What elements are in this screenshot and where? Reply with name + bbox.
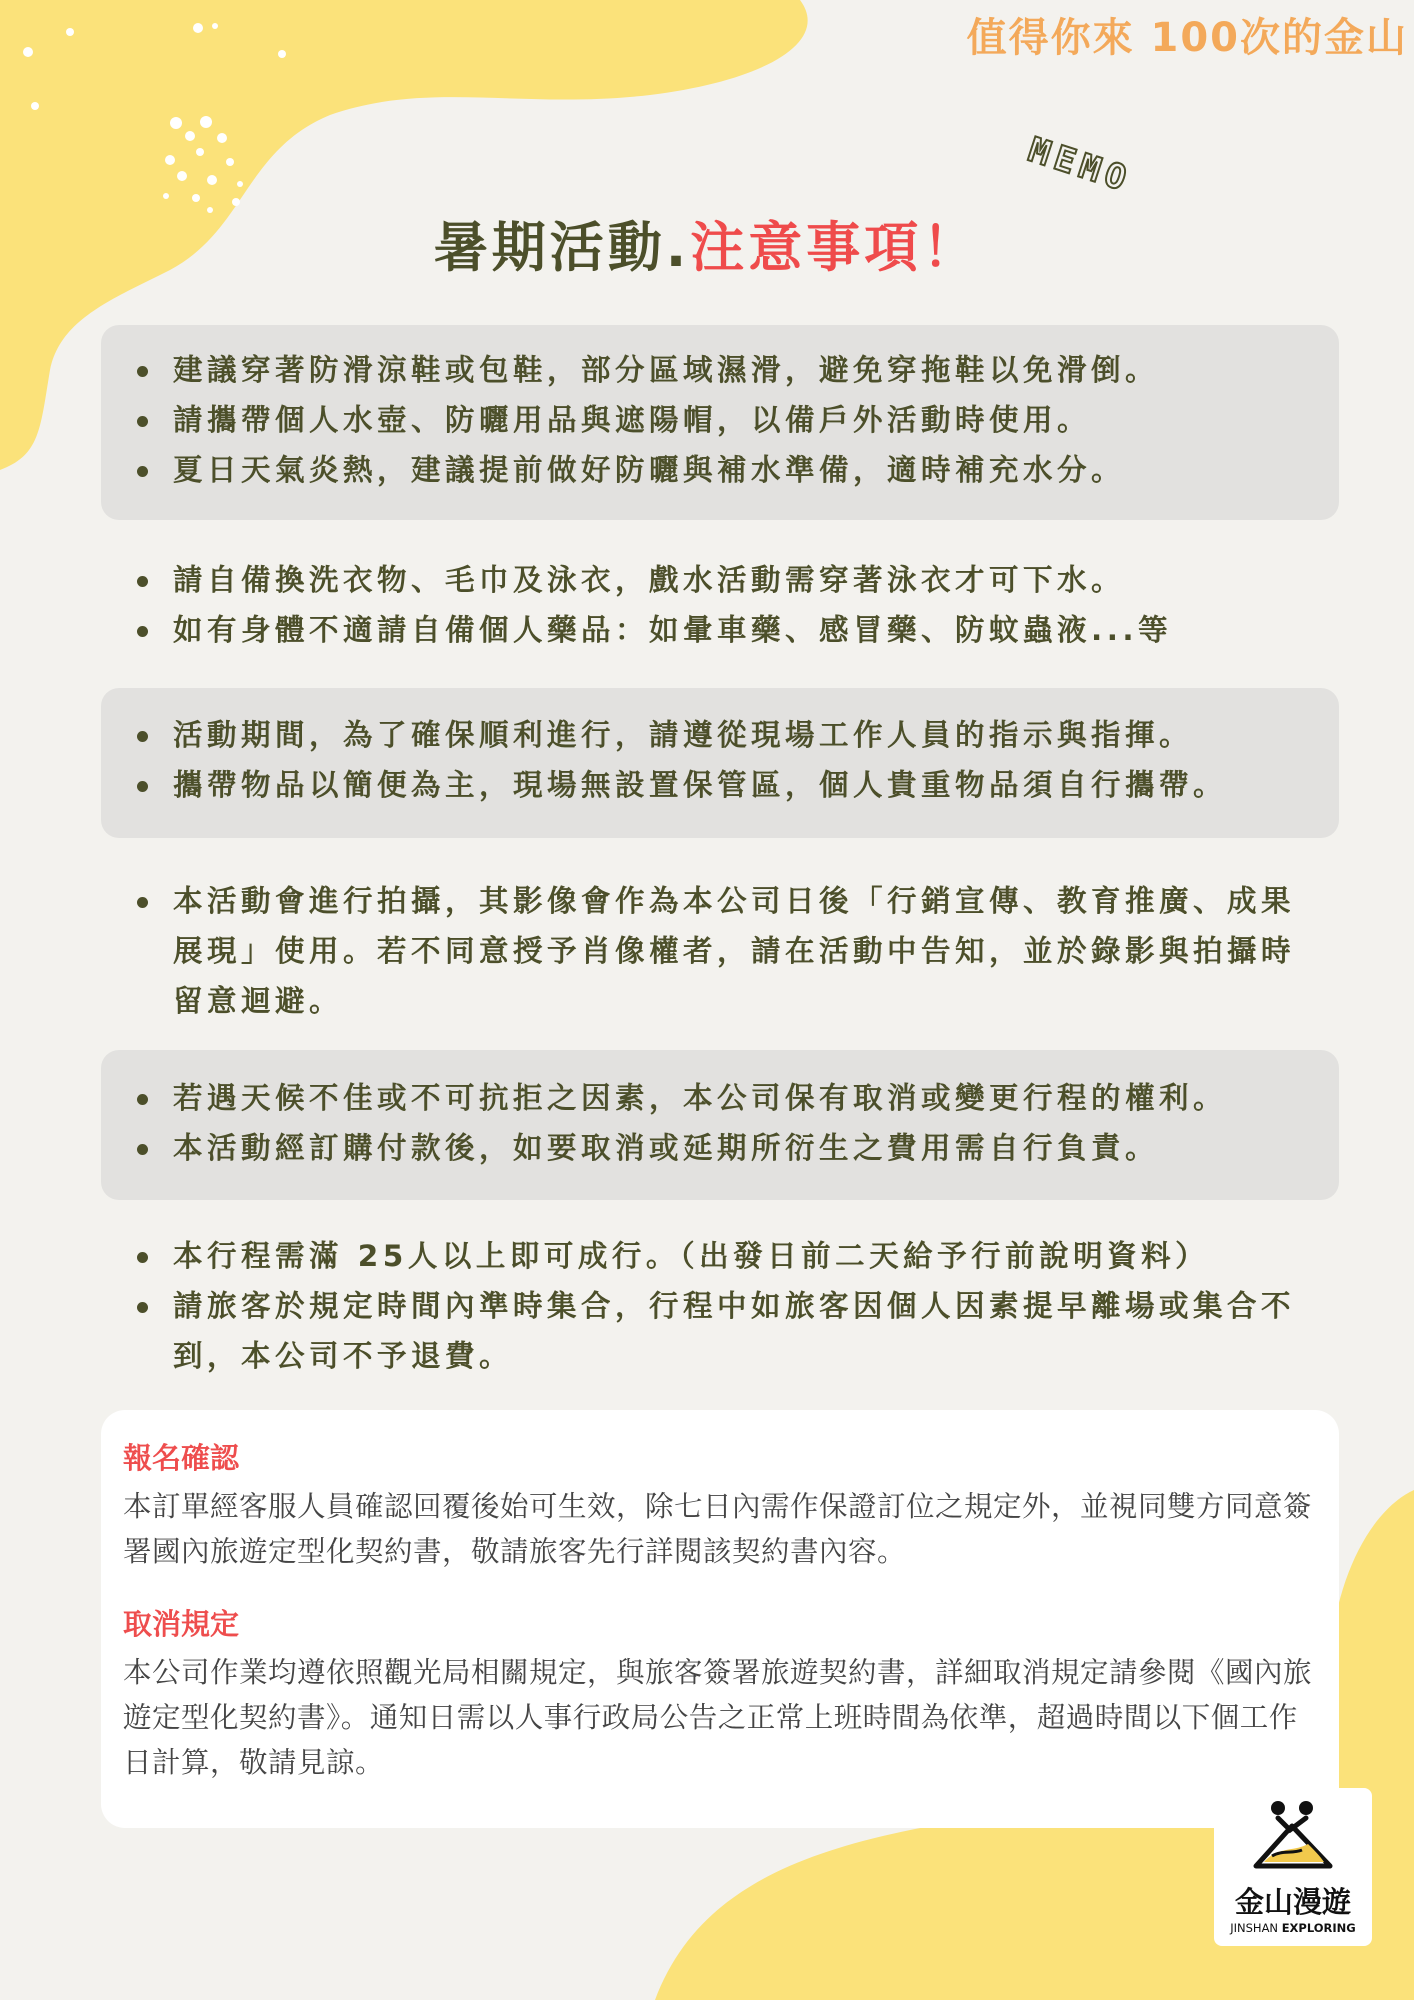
notice-section-gear [101,325,1339,520]
list-item: 如有身體不適請自備個人藥品：如暈車藥、感冒藥、防蚊蟲液...等 [101,605,1339,655]
notice-section-conduct [101,688,1339,838]
memo-label: MEMO [1023,130,1137,201]
logo-name-en: JINSHAN EXPLORING [1230,1921,1356,1935]
list-item: 活動期間，為了確保順利進行，請遵從現場工作人員的指示與指揮。 [101,710,1339,760]
page-title [0,205,1414,282]
notice-section-personal [101,545,1339,655]
logo-name-zh: 金山漫遊 [1234,1885,1351,1919]
list-item: 請攜帶個人水壺、防曬用品與遮陽帽，以備戶外活動時使用。 [101,395,1339,445]
notice-section-cancellation [101,1050,1339,1200]
list-item: 夏日天氣炎熱，建議提前做好防曬與補水準備，適時補充水分。 [101,445,1339,495]
list-item: 本活動經訂購付款後，如要取消或延期所衍生之費用需自行負責。 [101,1123,1339,1173]
list-item: 攜帶物品以簡便為主，現場無設置保管區，個人貴重物品須自行攜帶。 [101,760,1339,810]
notice-section-group [101,1231,1339,1381]
terms-panel [101,1410,1339,1828]
brand-logo [1214,1788,1372,1946]
title-main: 暑期活動. [433,216,691,279]
list-item: 本活動會進行拍攝，其影像會作為本公司日後「行銷宣傳、教育推廣、成果展現」使用。若不同意授予肖像權者，請在活動中告知，並於錄影與拍攝時留意迴避。 [101,876,1329,1026]
list-item: 請自備換洗衣物、毛巾及泳衣，戲水活動需穿著泳衣才可下水。 [101,555,1339,605]
mountain-people-icon [1248,1796,1338,1876]
terms-heading-cancellation: 取消規定 [123,1607,240,1641]
terms-heading-registration: 報名確認 [123,1441,240,1475]
list-item: 若遇天候不佳或不可抗拒之因素，本公司保有取消或變更行程的權利。 [101,1073,1339,1123]
title-highlight: 注意事項！ [690,216,981,279]
list-item: 請旅客於規定時間內準時集合，行程中如旅客因個人因素提早離場或集合不到，本公司不予退費。 [101,1281,1329,1381]
tagline: 值得你來 100次的金山 [966,15,1408,61]
notice-section-photography [101,872,1339,1032]
terms-body-registration: 本訂單經客服人員確認回覆後始可生效，除七日內需作保證訂位之規定外，並視同雙方同意簽署國內旅遊定型化契約書，敬請旅客先行詳閱該契約書內容。 [123,1490,1313,1568]
list-item: 本行程需滿 25人以上即可成行。（出發日前二天給予行前說明資料） [101,1231,1329,1281]
terms-body-cancellation: 本公司作業均遵依照觀光局相關規定，與旅客簽署旅遊契約書，詳細取消規定請參閱《國內旅遊定型化契約書》。通知日需以人事行政局公告之正常上班時間為依準，超過時間以下個工作日計算，敬請見諒。 [123,1656,1313,1779]
list-item: 建議穿著防滑涼鞋或包鞋，部分區域濕滑，避免穿拖鞋以免滑倒。 [101,345,1339,395]
